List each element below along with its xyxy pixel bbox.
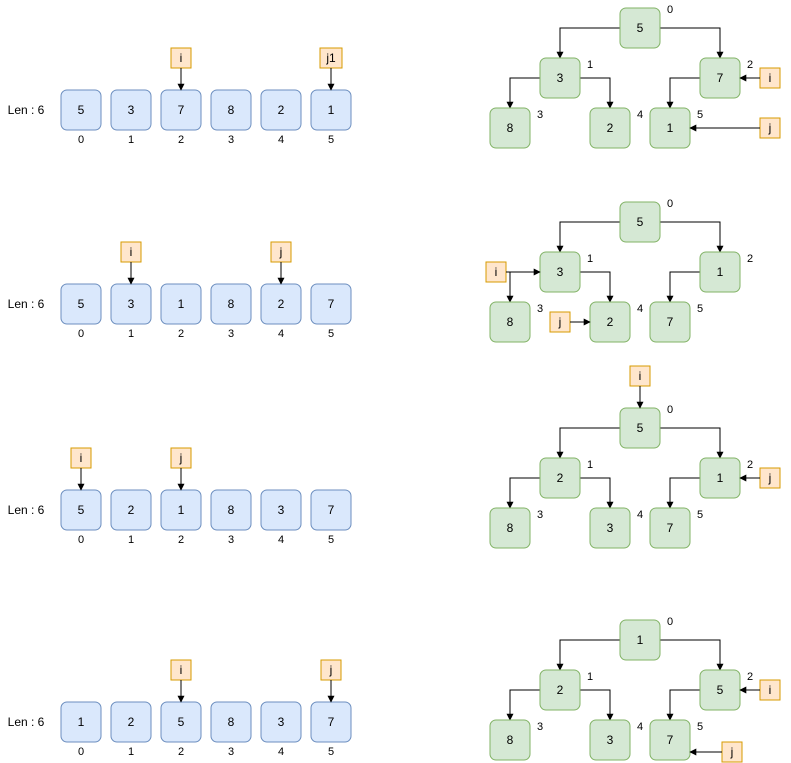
array-index-label: 2 (177, 534, 185, 546)
array-cell-value: 5 (77, 103, 85, 117)
pointer-label: j (329, 663, 333, 677)
array-cell-value: 1 (177, 503, 185, 517)
tree-edge (670, 478, 700, 508)
pointer-label: i (129, 245, 133, 259)
array-cell-value: 2 (277, 103, 285, 117)
array-index-label: 3 (227, 746, 235, 758)
array-index-label: 4 (277, 134, 285, 146)
tree-pointer-label: j (768, 471, 772, 485)
array-cell-value: 3 (127, 103, 135, 117)
tree-node-value: 1 (716, 471, 724, 485)
tree-index-label: 1 (586, 253, 594, 265)
tree-node-value: 2 (556, 683, 564, 697)
tree-node-value: 8 (506, 121, 514, 135)
array-cell-value: 2 (127, 503, 135, 517)
pointer-label: i (179, 51, 183, 65)
tree-node-value: 2 (606, 121, 614, 135)
tree-node-value: 8 (506, 733, 514, 747)
array-index-label: 3 (227, 534, 235, 546)
array-index-label: 2 (177, 328, 185, 340)
array-cell-value: 1 (177, 297, 185, 311)
pointer-label: j (279, 245, 283, 259)
tree-pointer-label: i (638, 369, 642, 383)
tree-node-value: 3 (556, 71, 564, 85)
array-index-label: 1 (127, 134, 135, 146)
tree-edge (670, 690, 700, 720)
tree-edge (660, 428, 720, 458)
tree-edge (670, 78, 700, 108)
tree-edge (580, 690, 610, 720)
array-index-label: 5 (327, 534, 335, 546)
tree-index-label: 5 (696, 109, 704, 121)
tree-node-value: 7 (716, 71, 724, 85)
tree-index-label: 2 (746, 253, 754, 265)
tree-index-label: 5 (696, 509, 704, 521)
tree-node-value: 5 (716, 683, 724, 697)
array-index-label: 1 (127, 328, 135, 340)
array-cell-value: 5 (77, 297, 85, 311)
array-cell-value: 7 (327, 503, 335, 517)
tree-edge (510, 478, 540, 508)
tree-edge (670, 272, 700, 302)
tree-edge (580, 478, 610, 508)
tree-pointer-label: i (768, 683, 772, 697)
pointer-label: i (179, 663, 183, 677)
tree-index-label: 0 (666, 4, 674, 16)
tree-index-label: 2 (746, 671, 754, 683)
array-index-label: 1 (127, 534, 135, 546)
tree-node-value: 7 (666, 521, 674, 535)
array-cell-value: 1 (77, 715, 85, 729)
tree-pointer-label: j (730, 745, 734, 759)
tree-node-value: 8 (506, 521, 514, 535)
array-index-label: 0 (77, 534, 85, 546)
tree-index-label: 5 (696, 303, 704, 315)
tree-node-value: 1 (636, 633, 644, 647)
array-index-label: 0 (77, 328, 85, 340)
tree-edge (560, 428, 620, 458)
tree-index-label: 2 (746, 59, 754, 71)
tree-edge (660, 640, 720, 670)
tree-pointer-label: i (494, 265, 498, 279)
pointer-label: j (179, 451, 183, 465)
tree-index-label: 4 (636, 509, 644, 521)
array-cell-value: 7 (177, 103, 185, 117)
tree-node-value: 7 (666, 733, 674, 747)
array-index-label: 4 (277, 328, 285, 340)
array-cell-value: 8 (227, 715, 235, 729)
tree-pointer-label: i (768, 71, 772, 85)
tree-edge (560, 28, 620, 58)
step-1 (8, 4, 780, 148)
tree-edge (510, 690, 540, 720)
pointer-label: i (79, 451, 83, 465)
tree-node-value: 1 (716, 265, 724, 279)
array-cell-value: 2 (277, 297, 285, 311)
tree-node-value: 7 (666, 315, 674, 329)
tree-edge (580, 78, 610, 108)
tree-index-label: 3 (536, 109, 544, 121)
array-index-label: 0 (77, 746, 85, 758)
tree-node-value: 1 (666, 121, 674, 135)
array-cell-value: 3 (127, 297, 135, 311)
length-label: Len : 6 (7, 715, 45, 729)
length-label: Len : 6 (7, 297, 45, 311)
tree-edge (510, 78, 540, 108)
array-index-label: 3 (227, 134, 235, 146)
step-3 (8, 366, 780, 548)
tree-index-label: 1 (586, 59, 594, 71)
tree-index-label: 5 (696, 721, 704, 733)
tree-index-label: 3 (536, 303, 544, 315)
tree-node-value: 2 (556, 471, 564, 485)
array-cell-value: 2 (127, 715, 135, 729)
tree-edge (660, 28, 720, 58)
array-cell-value: 7 (327, 715, 335, 729)
tree-index-label: 1 (586, 459, 594, 471)
array-index-label: 5 (327, 328, 335, 340)
tree-edge (580, 272, 610, 302)
tree-node-value: 2 (606, 315, 614, 329)
tree-node-value: 5 (636, 215, 644, 229)
length-label: Len : 6 (7, 103, 45, 117)
array-cell-value: 5 (177, 715, 185, 729)
pointer-label: j1 (326, 51, 336, 65)
array-index-label: 5 (327, 134, 335, 146)
tree-edge (660, 222, 720, 252)
tree-index-label: 4 (636, 303, 644, 315)
array-index-label: 5 (327, 746, 335, 758)
step-2 (8, 198, 753, 342)
array-index-label: 2 (177, 746, 185, 758)
tree-index-label: 0 (666, 198, 674, 210)
tree-index-label: 2 (746, 459, 754, 471)
tree-index-label: 0 (666, 404, 674, 416)
tree-edge (560, 222, 620, 252)
tree-pointer-label: j (558, 315, 562, 329)
array-cell-value: 5 (77, 503, 85, 517)
array-cell-value: 8 (227, 103, 235, 117)
tree-index-label: 4 (636, 109, 644, 121)
tree-node-value: 8 (506, 315, 514, 329)
array-cell-value: 7 (327, 297, 335, 311)
tree-node-value: 3 (606, 733, 614, 747)
array-index-label: 3 (227, 328, 235, 340)
array-cell-value: 8 (227, 503, 235, 517)
array-index-label: 4 (277, 534, 285, 546)
tree-edge (510, 272, 540, 302)
array-cell-value: 3 (277, 503, 285, 517)
tree-index-label: 3 (536, 509, 544, 521)
tree-node-value: 5 (636, 421, 644, 435)
tree-edge (560, 640, 620, 670)
array-cell-value: 8 (227, 297, 235, 311)
array-cell-value: 3 (277, 715, 285, 729)
array-index-label: 0 (77, 134, 85, 146)
tree-node-value: 3 (606, 521, 614, 535)
tree-index-label: 1 (586, 671, 594, 683)
array-index-label: 4 (277, 746, 285, 758)
array-index-label: 1 (127, 746, 135, 758)
tree-index-label: 3 (536, 721, 544, 733)
step-4 (8, 616, 780, 762)
array-index-label: 2 (177, 134, 185, 146)
tree-index-label: 4 (636, 721, 644, 733)
length-label: Len : 6 (7, 503, 45, 517)
tree-pointer-label: j (768, 121, 772, 135)
tree-node-value: 5 (636, 21, 644, 35)
array-cell-value: 1 (327, 103, 335, 117)
tree-node-value: 3 (556, 265, 564, 279)
tree-index-label: 0 (666, 616, 674, 628)
